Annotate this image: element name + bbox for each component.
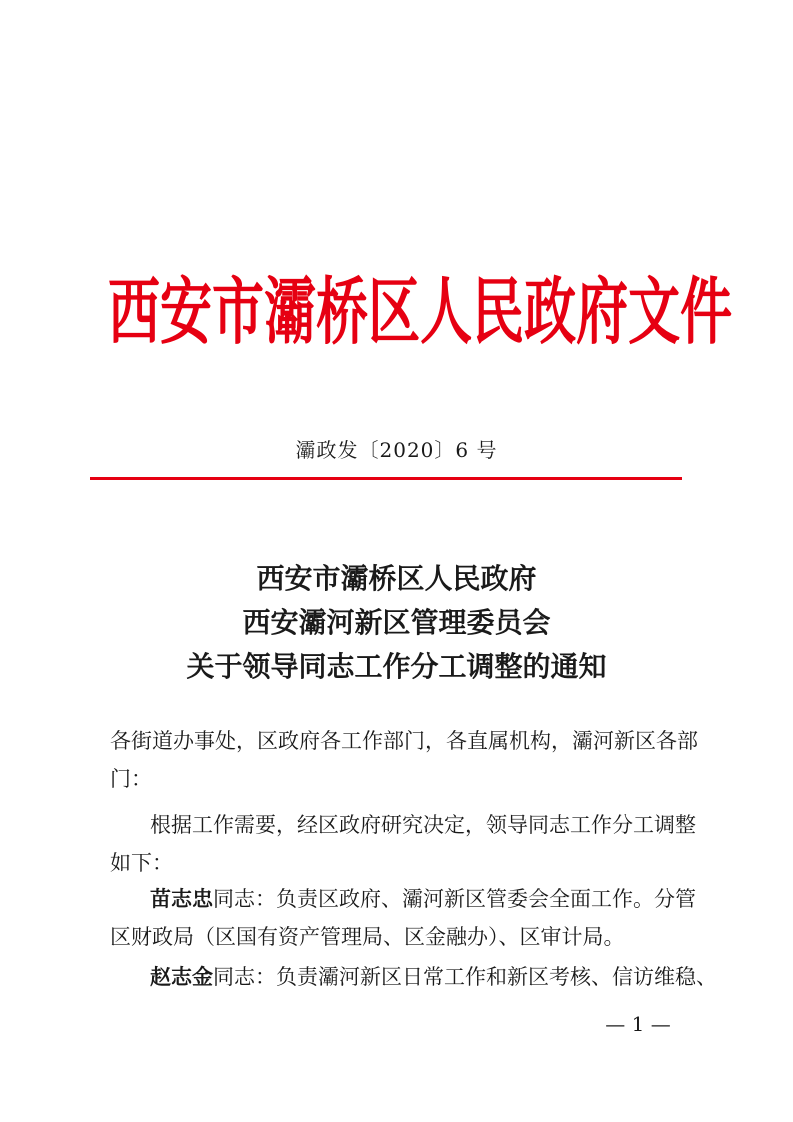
masthead-char: 府 — [576, 269, 629, 355]
assignment-paragraph — [110, 880, 696, 956]
addressee-line: 门： — [110, 767, 152, 791]
intro-paragraph — [110, 806, 696, 882]
masthead-char: 西 — [108, 269, 161, 355]
masthead-char: 人 — [420, 269, 473, 355]
assignment-line — [110, 958, 717, 996]
masthead-char: 市 — [212, 269, 265, 355]
masthead-char: 桥 — [316, 269, 369, 355]
assignment-paragraph — [110, 958, 717, 996]
page-number: — 1 — — [605, 1012, 671, 1036]
assignment-text: 同志：负责区政府、灞河新区管委会全面工作。分管 — [213, 887, 696, 911]
masthead-char: 灞 — [264, 269, 317, 355]
title-line-subject: 关于领导同志工作分工调整的通知 — [186, 650, 607, 683]
document-masthead — [108, 268, 733, 358]
masthead-char: 文 — [628, 269, 681, 355]
addressee-line: 各街道办事处，区政府各工作部门，各直属机构，灞河新区各部 — [110, 729, 698, 753]
assignment-line: 区财政局（区国有资产管理局、区金融办）、区审计局。 — [110, 925, 625, 949]
masthead-char: 安 — [160, 269, 213, 355]
addressee-paragraph — [110, 722, 698, 798]
title-line-issuer-committee: 西安灞河新区管理委员会 — [242, 606, 551, 639]
official-name: 苗志忠 — [150, 886, 213, 911]
masthead-char: 政 — [524, 269, 577, 355]
masthead-char: 区 — [368, 269, 421, 355]
intro-line: 如下： — [110, 851, 173, 875]
masthead-char: 民 — [472, 269, 525, 355]
title-line-issuer-government: 西安市灞桥区人民政府 — [256, 562, 537, 595]
intro-line: 根据工作需要，经区政府研究决定，领导同志工作分工调整 — [150, 813, 696, 837]
assignment-line — [110, 880, 696, 918]
official-name: 赵志金 — [150, 964, 213, 989]
document-number: 灞政发〔2020〕6 号 — [295, 438, 498, 462]
red-separator-rule — [90, 477, 682, 480]
assignment-text: 同志：负责灞河新区日常工作和新区考核、信访维稳、 — [213, 965, 717, 989]
masthead-char: 件 — [680, 269, 733, 355]
